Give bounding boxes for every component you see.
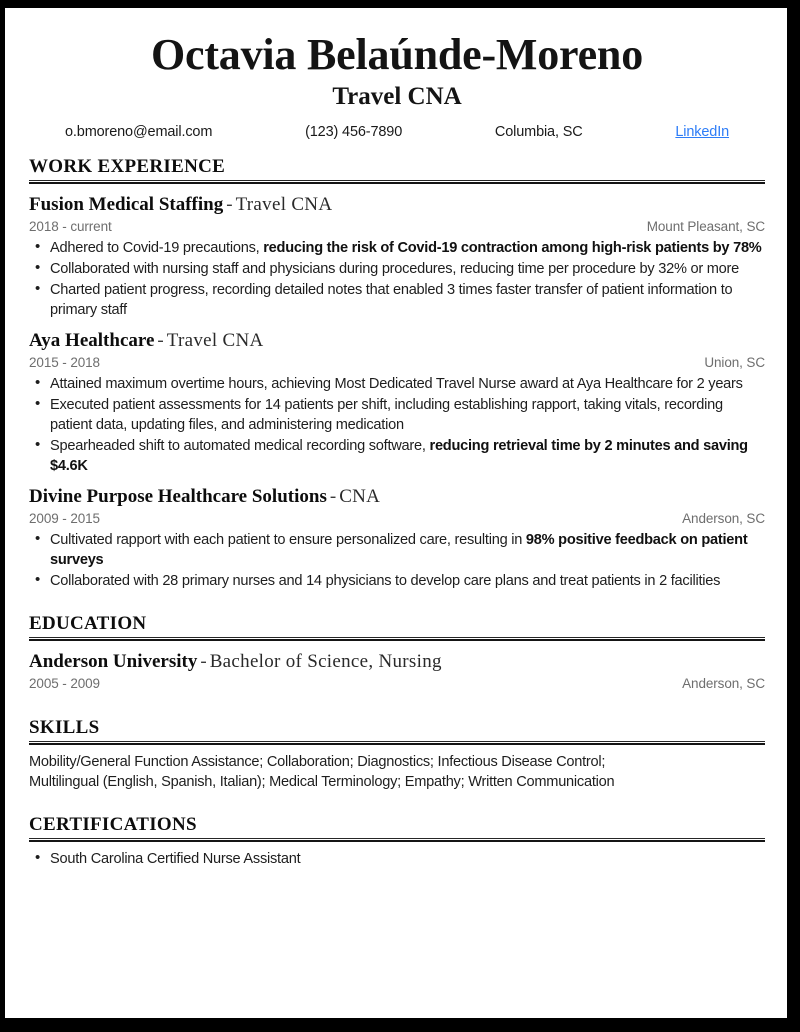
resume-entry: [29, 329, 765, 476]
bullet-item: [29, 259, 765, 279]
entry-meta: [29, 355, 765, 370]
entry-heading: [29, 329, 765, 352]
section-rule: [29, 838, 765, 842]
bullet-list: [29, 374, 765, 476]
bullet-item: [29, 571, 765, 591]
resume-page: [5, 8, 787, 1018]
certification-list: [29, 849, 765, 869]
entry-meta: [29, 511, 765, 526]
contact-phone: (123) 456-7890: [305, 124, 403, 140]
contact-link[interactable]: LinkedIn: [675, 124, 729, 140]
entry-heading: [29, 485, 765, 508]
skills-line: Multilingual (English, Spanish, Italian); Medical Terminology; Empathy; Written Communication: [29, 774, 615, 790]
work-entry-list: [29, 193, 765, 591]
skills-text: [29, 752, 765, 792]
bullet-list: [29, 238, 765, 320]
bullet-item: [29, 374, 765, 394]
bullet-text: Attained maximum overtime hours, achieving Most Dedicated Travel Nurse award at Aya Healthcare for 2 years: [50, 376, 743, 392]
section-heading-certifications: CERTIFICATIONS: [29, 814, 197, 835]
entry-separator: -: [329, 486, 337, 507]
section-heading-education: EDUCATION: [29, 613, 147, 634]
bullet-text: Cultivated rapport with each patient to ensure personalized care, resulting in: [50, 532, 526, 548]
contact-row: [29, 124, 765, 140]
candidate-title: Travel CNA: [332, 83, 462, 110]
entry-role: Travel CNA: [235, 194, 333, 215]
entry-meta: [29, 219, 765, 234]
section-heading-work: WORK EXPERIENCE: [29, 156, 226, 177]
contact-location: Columbia, SC: [494, 124, 583, 140]
bullet-list: [29, 530, 765, 591]
entry-role: Travel CNA: [166, 330, 264, 351]
bullet-emphasis: reducing retrieval time by 2 minutes and saving $4.6K: [50, 438, 748, 474]
bullet-item: [29, 395, 765, 435]
bullet-text: Collaborated with nursing staff and physicians during procedures, reducing time per procedure by 32% or more: [50, 261, 740, 277]
bullet-item: [29, 530, 765, 570]
entry-separator: -: [200, 651, 207, 672]
entry-role: Bachelor of Science, Nursing: [209, 651, 442, 672]
bullet-text: Executed patient assessments for 14 patients per shift, including establishing rapport, taking vitals, recording patient data, updating files, and administering medication: [50, 397, 723, 433]
bullet-text: Charted patient progress, recording detailed notes that enabled 3 times faster transfer of patient information to primary staff: [50, 282, 733, 318]
section-rule: [29, 180, 765, 184]
entry-dates: 2018 - current: [29, 219, 112, 234]
entry-location: Union, SC: [704, 355, 765, 370]
resume-entry: [29, 485, 765, 591]
entry-organization: Divine Purpose Healthcare Solutions: [29, 486, 327, 507]
section-skills: [29, 717, 765, 792]
entry-role: CNA: [339, 486, 381, 507]
entry-heading: [29, 193, 765, 216]
section-heading-skills: SKILLS: [29, 717, 100, 738]
section-rule: [29, 637, 765, 641]
entry-dates: 2005 - 2009: [29, 676, 100, 691]
resume-sheet: [5, 8, 787, 869]
entry-separator: -: [157, 330, 164, 351]
education-entry-list: [29, 650, 765, 691]
entry-dates: 2015 - 2018: [29, 355, 100, 370]
entry-dates: 2009 - 2015: [29, 511, 100, 526]
entry-meta: [29, 676, 765, 691]
bullet-text: Adhered to Covid-19 precautions,: [50, 240, 264, 256]
bullet-item: [29, 238, 765, 258]
entry-organization: Aya Healthcare: [29, 330, 155, 351]
entry-separator: -: [226, 194, 233, 215]
certification-item: • South Carolina Certified Nurse Assistant: [29, 849, 765, 869]
contact-email: o.bmoreno@email.com: [65, 124, 213, 140]
bullet-text: Collaborated with 28 primary nurses and 14 physicians to develop care plans and treat patients in 2 facilities: [50, 573, 721, 589]
section-rule: [29, 741, 765, 745]
entry-heading: [29, 650, 765, 673]
candidate-name: Octavia Belaúnde-Moreno: [151, 30, 643, 79]
entry-organization: Fusion Medical Staffing: [29, 194, 224, 215]
resume-header: [29, 30, 765, 140]
bullet-item: [29, 436, 765, 476]
section-certifications: [29, 814, 765, 869]
entry-location: Anderson, SC: [682, 676, 765, 691]
skills-line: Mobility/General Function Assistance; Collaboration; Diagnostics; Infectious Disease Control;: [29, 754, 606, 770]
section-work-experience: [29, 156, 765, 591]
entry-location: Mount Pleasant, SC: [646, 219, 765, 234]
bullet-item: [29, 280, 765, 320]
bullet-emphasis: 98% positive feedback on patient surveys: [50, 532, 748, 568]
resume-entry: [29, 193, 765, 320]
bullet-text: Spearheaded shift to automated medical recording software,: [50, 438, 430, 454]
bullet-emphasis: reducing the risk of Covid-19 contraction among high-risk patients by 78%: [263, 240, 762, 256]
entry-location: Anderson, SC: [682, 511, 765, 526]
section-education: [29, 613, 765, 691]
entry-organization: Anderson University: [29, 651, 198, 672]
resume-entry: [29, 650, 765, 691]
